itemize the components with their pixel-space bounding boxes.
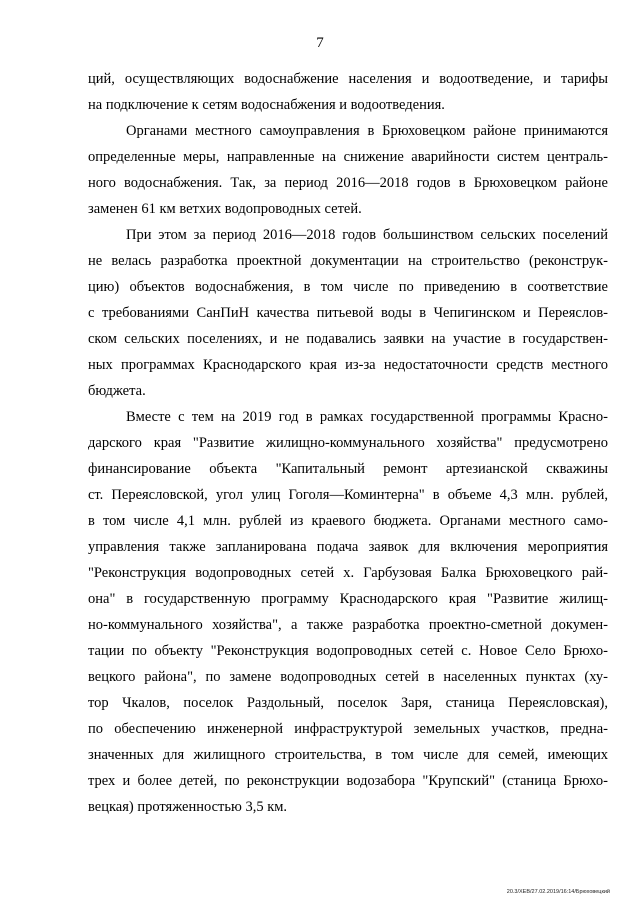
text-line: она" в государственную программу Краснодарского края "Развитие жилищ- [88, 591, 608, 607]
text-line: тации по объекту "Реконструкция водопроводных сетей с. Новое Село Брюхо- [88, 643, 608, 659]
text-line: по обеспечению инженерной инфраструктурой земельных участков, предна- [88, 721, 608, 737]
text-line: Органами местного самоуправления в Брюховецком районе принимаются [126, 123, 608, 139]
text-line: ций, осуществляющих водоснабжение населения и водоотведение, и тарифы [88, 71, 608, 87]
text-line: не велась разработка проектной документации на строительство (реконструк- [88, 253, 608, 269]
text-line: "Реконструкция водопроводных сетей х. Гарбузовая Балка Брюховецкого рай- [88, 565, 608, 581]
paragraph [88, 222, 608, 404]
text-line: управления также запланирована подача заявок для включения мероприятия [88, 539, 608, 555]
text-line: ных программах Краснодарского края из-за недостаточности средств местного [88, 357, 608, 373]
text-line: с требованиями СанПиН качества питьевой воды в Чепигинском и Переяслов- [88, 305, 608, 321]
paragraph [88, 404, 608, 820]
text-line: трех и более детей, по реконструкции водозабора "Крупский" (станица Брюхо- [88, 773, 608, 789]
text-line: финансирование объекта "Капитальный ремонт артезианской скважины [88, 461, 608, 477]
text-line: Вместе с тем на 2019 год в рамках государственной программы Красно- [126, 409, 608, 425]
text-line: в том числе 4,1 млн. рублей из краевого бюджета. Органами местного само- [88, 513, 608, 529]
text-line: При этом за период 2016—2018 годов большинством сельских поселений [126, 227, 608, 243]
text-line: заменен 61 км ветхих водопроводных сетей. [88, 201, 362, 217]
text-line: значенных для жилищного строительства, в том числе для семей, имеющих [88, 747, 608, 763]
text-line: тор Чкалов, поселок Раздольный, поселок Заря, станица Переясловская), [88, 695, 608, 711]
text-line: цию) объектов водоснабжения, в том числе по приведению в соответствие [88, 279, 608, 295]
document-body [88, 66, 608, 820]
text-line: но-коммунального хозяйства", а также разработка проектно-сметной докумен- [88, 617, 608, 633]
text-line: ного водоснабжения. Так, за период 2016—2018 годов в Брюховецком районе [88, 175, 608, 191]
text-line: вецкая) протяженностью 3,5 км. [88, 799, 288, 815]
text-line: определенные меры, направленные на снижение аварийности систем централь- [88, 149, 608, 165]
text-line: бюджета. [88, 383, 146, 399]
paragraph [88, 118, 608, 222]
text-line: вецкого района", по замене водопроводных сетей в населенных пунктах (ху- [88, 669, 608, 685]
text-line: дарского края "Развитие жилищно-коммунального хозяйства" предусмотрено [88, 435, 608, 451]
document-footer-stamp: 20.3/ХЕВ/27.02.2019/16:14/Брюховецкий [506, 889, 610, 895]
text-line: ст. Переясловской, угол улиц Гоголя—Коминтерна" в объеме 4,3 млн. рублей, [88, 487, 608, 503]
page-number: 7 [316, 35, 324, 51]
paragraph [88, 66, 608, 118]
text-line: на подключение к сетям водоснабжения и водоотведения. [88, 97, 445, 113]
text-line: ском сельских поселениях, и не подавались заявки на участие в государствен- [88, 331, 608, 347]
